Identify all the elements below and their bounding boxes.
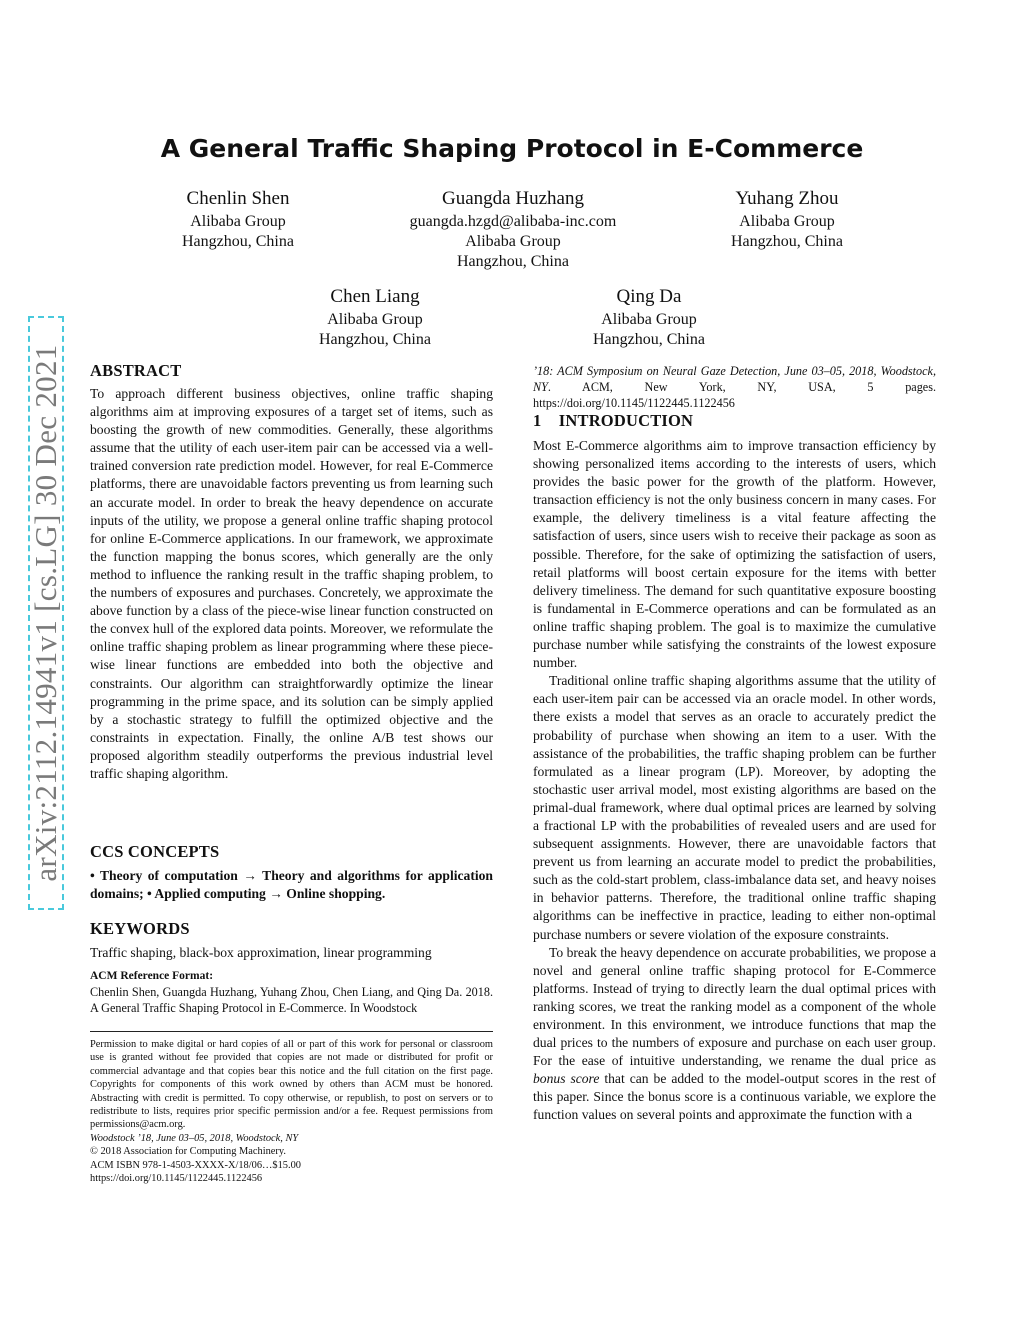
abstract-text: To approach different business objectives, online traffic shaping algorithms aim at improving exposures of a target set of items, such as boosting the growth of new commodities. Generally, these algorithms assume that the utility of each user-item pair can be accessed via a well-trained conversion rate prediction model. However, for real E-Commerce platforms, there are unavoidable factors preventing us from learning such an accurate model. In order to break the heavy dependence on accurate inputs of the utility, we propose a general online traffic shaping protocol for online E-Commerce applications. In our framework, we approximate the function mapping the bonus scores, which generally are the only method to influence the ranking result in the traffic shaping problem, to the numbers of exposures and purchases. Concretely, we approximate the above function by a class of the piece-wise linear function constructed on the convex hull of the explored data points. Moreover, we reformulate the online traffic shaping problem as linear programming where these piece-wise linear functions are embedded into both the objective and constraints. Our algorithm can straightforwardly optimize the linear programming in the prime space, and its solution can be simply applied by a stochastic strategy to fulfill the optimized objective and the constraints in expectation. Finally, the online A/B test shows our proposed algorithm steadily outperforms the previous industrial level traffic shaping algorithm. [90,386,493,781]
paper-title: A General Traffic Shaping Protocol in E-Commerce [160,134,864,163]
author-name: Qing Da [616,286,682,307]
author-email: guangda.hzgd@alibaba-inc.com [409,213,617,230]
abstract-heading: ABSTRACT [90,361,182,380]
arxiv-identifier: arXiv:2112.14941v1 [cs.LG] 30 Dec 2021 [28,344,63,882]
permission-block [90,1031,493,1185]
paragraph-text: that can be added to the model-output scores in the rest of this paper. Since the bonus score is a continuous variable, we explore the function values on several points and approximate the function with a [533,1071,936,1123]
copyright-line: © 2018 Association for Computing Machinery. [90,1146,286,1158]
author-name: Chen Liang [330,286,420,307]
footnote-rule [90,1031,493,1032]
introduction-heading: 1 INTRODUCTION [533,411,694,430]
keywords-heading: KEYWORDS [90,919,190,938]
ccs-text: • Theory of computation → Theory and algorithms for application domains; • Applied computing → Online shopping. [90,868,493,902]
author-affiliation: Alibaba Group [327,311,423,328]
author-affiliation: Alibaba Group [601,311,697,328]
acm-reference-section [90,970,493,1016]
doi-line: https://doi.org/10.1145/1122445.1122456 [90,1173,263,1185]
reference-continued [533,363,936,411]
author-affiliation: Alibaba Group [465,233,561,250]
author-location: Hangzhou, China [731,233,843,250]
paragraph-text: To break the heavy dependence on accurate probabilities, we propose a novel and general online traffic shaping protocol for E-Commerce platforms. Instead of trying to directly learn the dual optimal prices with ranking scores, we treat the ranking model as a component of the whole environment. In this environment, we introduce functions that map the dual prices to the numbers of exposure and purchase on each user group. For the ease of intuitive understanding, we rename the dual price as [533,944,936,1069]
author-location: Hangzhou, China [593,331,705,348]
emphasized-term: bonus score [533,1071,600,1087]
keywords-section [90,919,493,962]
venue-line: Woodstock ’18, June 03–05, 2018, Woodstock, NY [90,1132,299,1144]
author-name: Yuhang Zhou [735,188,839,209]
isbn-line: ACM ISBN 978-1-4503-XXXX-X/18/06…$15.00 [90,1159,301,1171]
author-affiliation: Alibaba Group [190,213,286,230]
author-affiliation: Alibaba Group [739,213,835,230]
abstract-section [90,361,493,783]
author-location: Hangzhou, China [457,253,569,270]
reference-details: . ACM, New York, NY, USA, 5 pages. https://doi.org/10.1145/1122445.1122456 [533,380,936,410]
introduction-paragraph [533,944,936,1125]
author-block [549,285,749,350]
keywords-text: Traffic shaping, black-box approximation, linear programming [90,945,432,960]
acm-reference-text: Chenlin Shen, Guangda Huzhang, Yuhang Zhou, Chen Liang, and Qing Da. 2018. A General Traffic Shaping Protocol in E-Commerce. In Woodstock [90,985,493,1015]
acm-reference-heading: ACM Reference Format: [90,970,214,982]
author-name: Chenlin Shen [186,188,290,209]
introduction-paragraph: Most E-Commerce algorithms aim to improve transaction efficiency by showing personalized items according to the interests of users, which provides the basic power for the growth of the platform. However, transaction efficiency is not the only business concern in many cases. For example, the delivery timeliness is a vital feature affecting the satisfaction of users, since users wish to receive their package as soon as possible. Therefore, for the sake of optimizing the satisfaction of users, retail platforms will boost certain exposure for the items with better delivery timeliness. The demand for such quantitative exposure boosting is fundamental in E-Commerce operations and can be formulated as an online traffic shaping problem. The goal is to maximize the cumulative purchase number while satisfying the constraints of the lowest exposure number. [533,438,936,671]
author-location: Hangzhou, China [319,331,431,348]
author-name: Guangda Huzhang [442,188,584,209]
author-block [275,285,475,350]
author-block [687,187,887,252]
ccs-heading: CCS CONCEPTS [90,842,220,861]
introduction-section [533,411,936,1125]
permission-text: Permission to make digital or hard copies of all or part of this work for personal or classroom use is granted without fee provided that copies are not made or distributed for profit or commercial advantage and that copies bear this notice and the full citation on the first page. Copyrights for components of this work owned by others than ACM must be honored. Abstracting with credit is permitted. To copy otherwise, or republish, to post on servers or to redistribute to lists, requires prior specific permission and/or a fee. Request permissions from permissions@acm.org. [90,1039,493,1131]
author-block [383,187,643,272]
ccs-section [90,842,493,903]
introduction-paragraph: Traditional online traffic shaping algorithms assume that the utility of each user-item pair can be accessed via an oracle model. In other words, there exists a model that serves as an oracle to accurately predict the probability of purchase when showing an item to a user. With the assistance of the probabilities, the traffic shaping problem can be further formulated as a linear program (LP). Moreover, by adopting the stochastic user arrival model, most existing algorithms are based on the primal-dual framework, where dual optimal prices are learned by solving a fractional LP with the probabilities of revealed users and are used for subsequent assignments. However, there are unavoidable factors that prevent us from learning an accurate model to predict the probabilities, such as the cold-start problem, class-imbalance data set, and heavy noises in behavior patterns. Therefore, the traditional online traffic shaping algorithms can be ineffective in practice, leading to either non-optimal purchase numbers or severe violation of the exposure constraints. [533,673,936,942]
author-block [138,187,338,252]
author-location: Hangzhou, China [182,233,294,250]
reference-venue: ’18: ACM Symposium on Neural Gaze Detection, June 03–05, 2018, Woodstock, NY [533,364,936,394]
